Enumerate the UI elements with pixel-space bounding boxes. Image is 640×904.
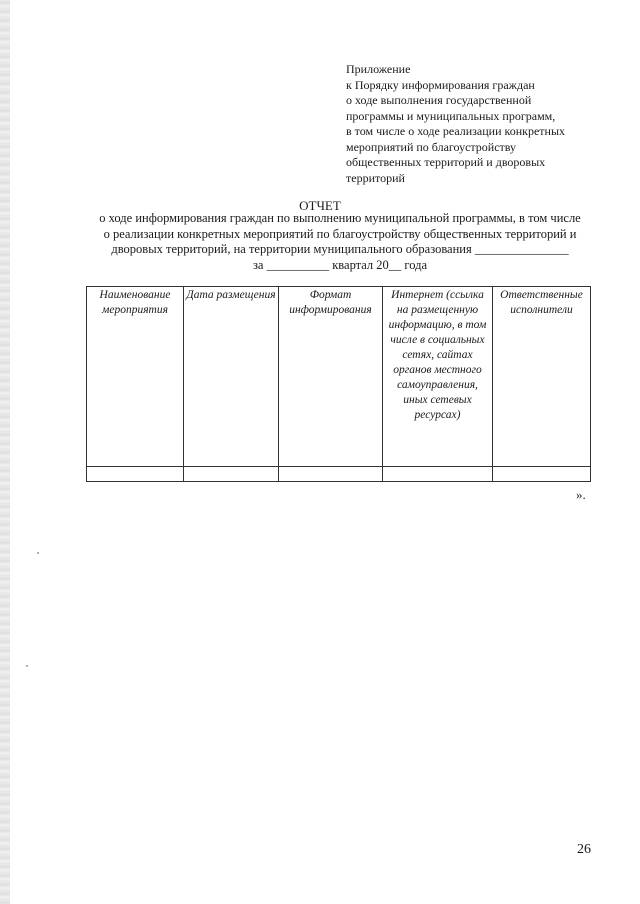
column-header-internet-link: Интернет (ссылка на размещенную информацию, в том числе в социальных сетях, сайтах органов местного самоуправления, иных сетевых ресурсах) <box>383 287 493 467</box>
column-header-responsible: Ответственные исполнители <box>493 287 591 467</box>
table-cell <box>383 467 493 482</box>
table-cell <box>493 467 591 482</box>
subtitle-line: дворовых территорий, на территории муниципального образования _______________ <box>111 242 569 256</box>
appendix-line: программы и муниципальных программ, <box>346 108 556 123</box>
subtitle-line: за __________ квартал 20__ года <box>252 257 428 272</box>
report-subtitle <box>70 211 610 273</box>
appendix-line: в том числе о ходе реализации конкретных <box>346 124 566 138</box>
appendix-line: мероприятий по благоустройству <box>346 139 517 154</box>
appendix-line: территорий <box>346 170 405 185</box>
table-row <box>87 467 591 482</box>
column-header-format: Формат информирования <box>279 287 383 467</box>
table-header-row <box>87 287 591 467</box>
column-header-event-name: Наименование мероприятия <box>87 287 184 467</box>
table-cell <box>184 467 279 482</box>
appendix-line: Приложение <box>346 62 411 76</box>
column-header-date: Дата размещения <box>184 287 279 467</box>
subtitle-line: о реализации конкретных мероприятий по благоустройству общественных территорий и <box>103 226 577 241</box>
subtitle-line: о ходе информирования граждан по выполнению муниципальной программы, в том числе <box>99 211 581 225</box>
scan-speck <box>37 552 39 554</box>
table-cell <box>279 467 383 482</box>
page-number: 26 <box>577 842 591 857</box>
closing-quote-mark: ». <box>576 487 586 502</box>
appendix-line: к Порядку информирования граждан <box>346 77 535 92</box>
table-cell <box>87 467 184 482</box>
appendix-line: общественных территорий и дворовых <box>346 155 546 169</box>
scan-edge <box>0 0 10 904</box>
appendix-line: о ходе выполнения государственной <box>346 93 532 107</box>
appendix-note <box>346 62 606 186</box>
report-title: ОТЧЕТ <box>299 198 341 213</box>
scan-speck <box>26 665 28 667</box>
report-table <box>86 286 591 482</box>
